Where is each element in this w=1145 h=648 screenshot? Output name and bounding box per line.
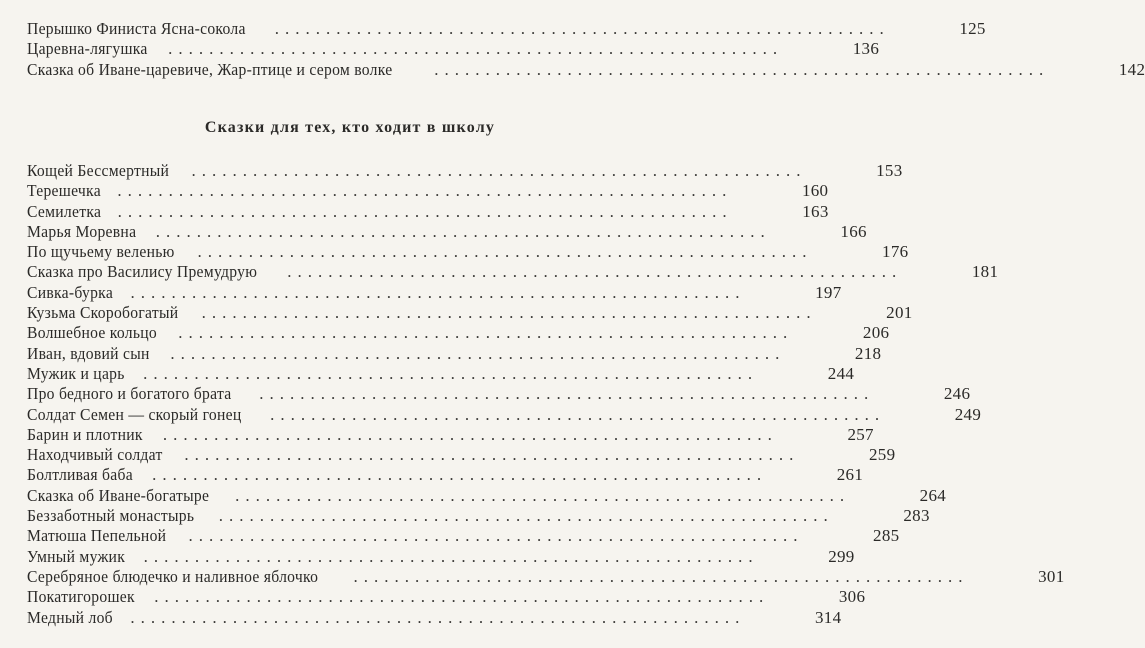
- toc-entry: [27, 384, 971, 404]
- entry-title: Сказка об Иване-царевиче, Жар-птице и сером волке: [27, 59, 393, 79]
- toc-entry: [27, 242, 909, 262]
- entry-title: Сивка-бурка: [27, 282, 114, 302]
- entry-page-number: 246: [943, 384, 971, 404]
- dot-leader: ............................................................: [152, 465, 768, 485]
- entry-page-number: 218: [854, 343, 882, 363]
- entry-page-number: 285: [873, 526, 900, 546]
- entry-page-number: 142: [1118, 59, 1145, 79]
- entry-page-number: 314: [814, 607, 842, 627]
- toc-entry: [27, 566, 1065, 587]
- entry-page-number: 261: [836, 465, 864, 485]
- dot-leader: ............................................................: [235, 485, 851, 505]
- dot-leader: ............................................................: [184, 445, 800, 465]
- entry-page-number: 259: [868, 445, 896, 465]
- toc-entry: [27, 19, 986, 39]
- dot-leader: ............................................................: [117, 181, 733, 201]
- toc-entry: [27, 282, 842, 303]
- toc-entry: [27, 39, 880, 59]
- dot-leader: ............................................................: [143, 546, 759, 566]
- entry-page-number: 163: [802, 201, 829, 221]
- entry-title: Перышко Финиста Ясна-сокола: [27, 19, 246, 38]
- entry-title: Беззаботный монастырь: [27, 506, 195, 526]
- toc-entry: [27, 59, 1145, 80]
- toc-entry: [27, 323, 890, 343]
- entry-page-number: 125: [959, 19, 986, 38]
- entry-title: Мужик и царь: [27, 363, 125, 383]
- toc-entry: [27, 546, 855, 567]
- entry-title: Сказка об Иване-богатыре: [27, 485, 210, 505]
- dot-leader: ............................................................: [274, 19, 890, 38]
- entry-page-number: 201: [886, 303, 913, 323]
- toc-entry: [27, 262, 999, 282]
- toc-entry: [27, 607, 842, 628]
- entry-title: Умный мужик: [27, 546, 126, 566]
- entry-page-number: 257: [847, 424, 874, 444]
- entry-title: Барин и плотник: [27, 424, 143, 444]
- dot-leader: ............................................................: [434, 59, 1050, 79]
- toc-entry: [27, 445, 896, 465]
- dot-leader: ............................................................: [259, 384, 875, 404]
- toc-entry: [27, 181, 829, 201]
- entry-page-number: 206: [862, 323, 890, 343]
- section-heading: Сказки для тех, кто ходит в школу: [204, 119, 496, 136]
- toc-entry: [27, 404, 982, 425]
- dot-leader: ............................................................: [155, 221, 771, 241]
- entry-page-number: 197: [815, 282, 842, 302]
- entry-title: Кощей Бессмертный: [27, 161, 170, 180]
- toc-main-list: [27, 161, 1065, 628]
- toc-entry: [27, 424, 874, 445]
- entry-page-number: 181: [971, 262, 999, 282]
- entry-page-number: 244: [827, 363, 855, 383]
- toc-entry: [27, 363, 855, 384]
- toc-entry: [27, 506, 930, 526]
- dot-leader: ............................................................: [154, 587, 770, 607]
- entry-page-number: 166: [840, 221, 867, 241]
- entry-page-number: 306: [838, 587, 866, 607]
- entry-page-number: 299: [828, 546, 855, 566]
- toc-entry: [27, 526, 900, 546]
- dot-leader: ............................................................: [130, 282, 746, 302]
- dot-leader: ............................................................: [353, 566, 969, 586]
- dot-leader: ............................................................: [170, 343, 786, 363]
- entry-page-number: 136: [852, 39, 880, 59]
- entry-page-number: 249: [954, 404, 982, 424]
- entry-page-number: 160: [801, 181, 829, 201]
- entry-title: Находчивый солдат: [27, 445, 163, 465]
- entry-title: Медный лоб: [27, 607, 113, 627]
- dot-leader: ............................................................: [143, 363, 759, 383]
- toc-entry: [27, 161, 903, 181]
- toc-entry: [27, 343, 882, 364]
- dot-leader: ............................................................: [178, 323, 794, 343]
- toc-entry: [27, 201, 829, 222]
- dot-leader: ............................................................: [287, 262, 903, 282]
- entry-title: По щучьему веленью: [27, 242, 175, 262]
- dot-leader: ............................................................: [191, 161, 807, 180]
- entry-title: Солдат Семен — скорый гонец: [27, 404, 242, 424]
- dot-leader: ............................................................: [197, 242, 813, 262]
- entry-title: Матюша Пепельной: [27, 526, 167, 546]
- entry-title: Серебряное блюдечко и наливное яблочко: [27, 566, 319, 586]
- dot-leader: ............................................................: [168, 39, 784, 59]
- entry-title: Иван, вдовий сын: [27, 343, 150, 363]
- toc-entry: [27, 465, 864, 485]
- entry-page-number: 283: [903, 506, 930, 526]
- toc-entry: [27, 587, 866, 607]
- entry-title: Про бедного и богатого брата: [27, 384, 232, 404]
- toc-top-list: [27, 19, 1145, 80]
- entry-title: Покатигорошек: [27, 587, 135, 607]
- dot-leader: ............................................................: [117, 201, 733, 221]
- dot-leader: ............................................................: [270, 404, 886, 424]
- entry-title: Сказка про Василису Премудрую: [27, 262, 258, 282]
- dot-leader: ............................................................: [218, 506, 834, 526]
- entry-title: Болтливая баба: [27, 465, 133, 485]
- dot-leader: ............................................................: [162, 424, 778, 444]
- entry-title: Терешечка: [27, 181, 101, 201]
- entry-title: Царевна-лягушка: [27, 39, 148, 59]
- toc-entry: [27, 485, 947, 506]
- entry-page-number: 176: [882, 242, 909, 262]
- entry-title: Марья Моревна: [27, 221, 137, 241]
- dot-leader: ............................................................: [130, 607, 746, 627]
- entry-title: Семилетка: [27, 201, 102, 221]
- entry-page-number: 153: [876, 161, 903, 180]
- toc-entry: [27, 221, 867, 242]
- dot-leader: ............................................................: [188, 526, 804, 546]
- entry-page-number: 301: [1038, 566, 1065, 586]
- dot-leader: ............................................................: [201, 303, 817, 323]
- entry-title: Волшебное кольцо: [27, 323, 157, 343]
- toc-entry: [27, 303, 913, 323]
- entry-title: Кузьма Скоробогатый: [27, 303, 179, 323]
- entry-page-number: 264: [919, 485, 947, 505]
